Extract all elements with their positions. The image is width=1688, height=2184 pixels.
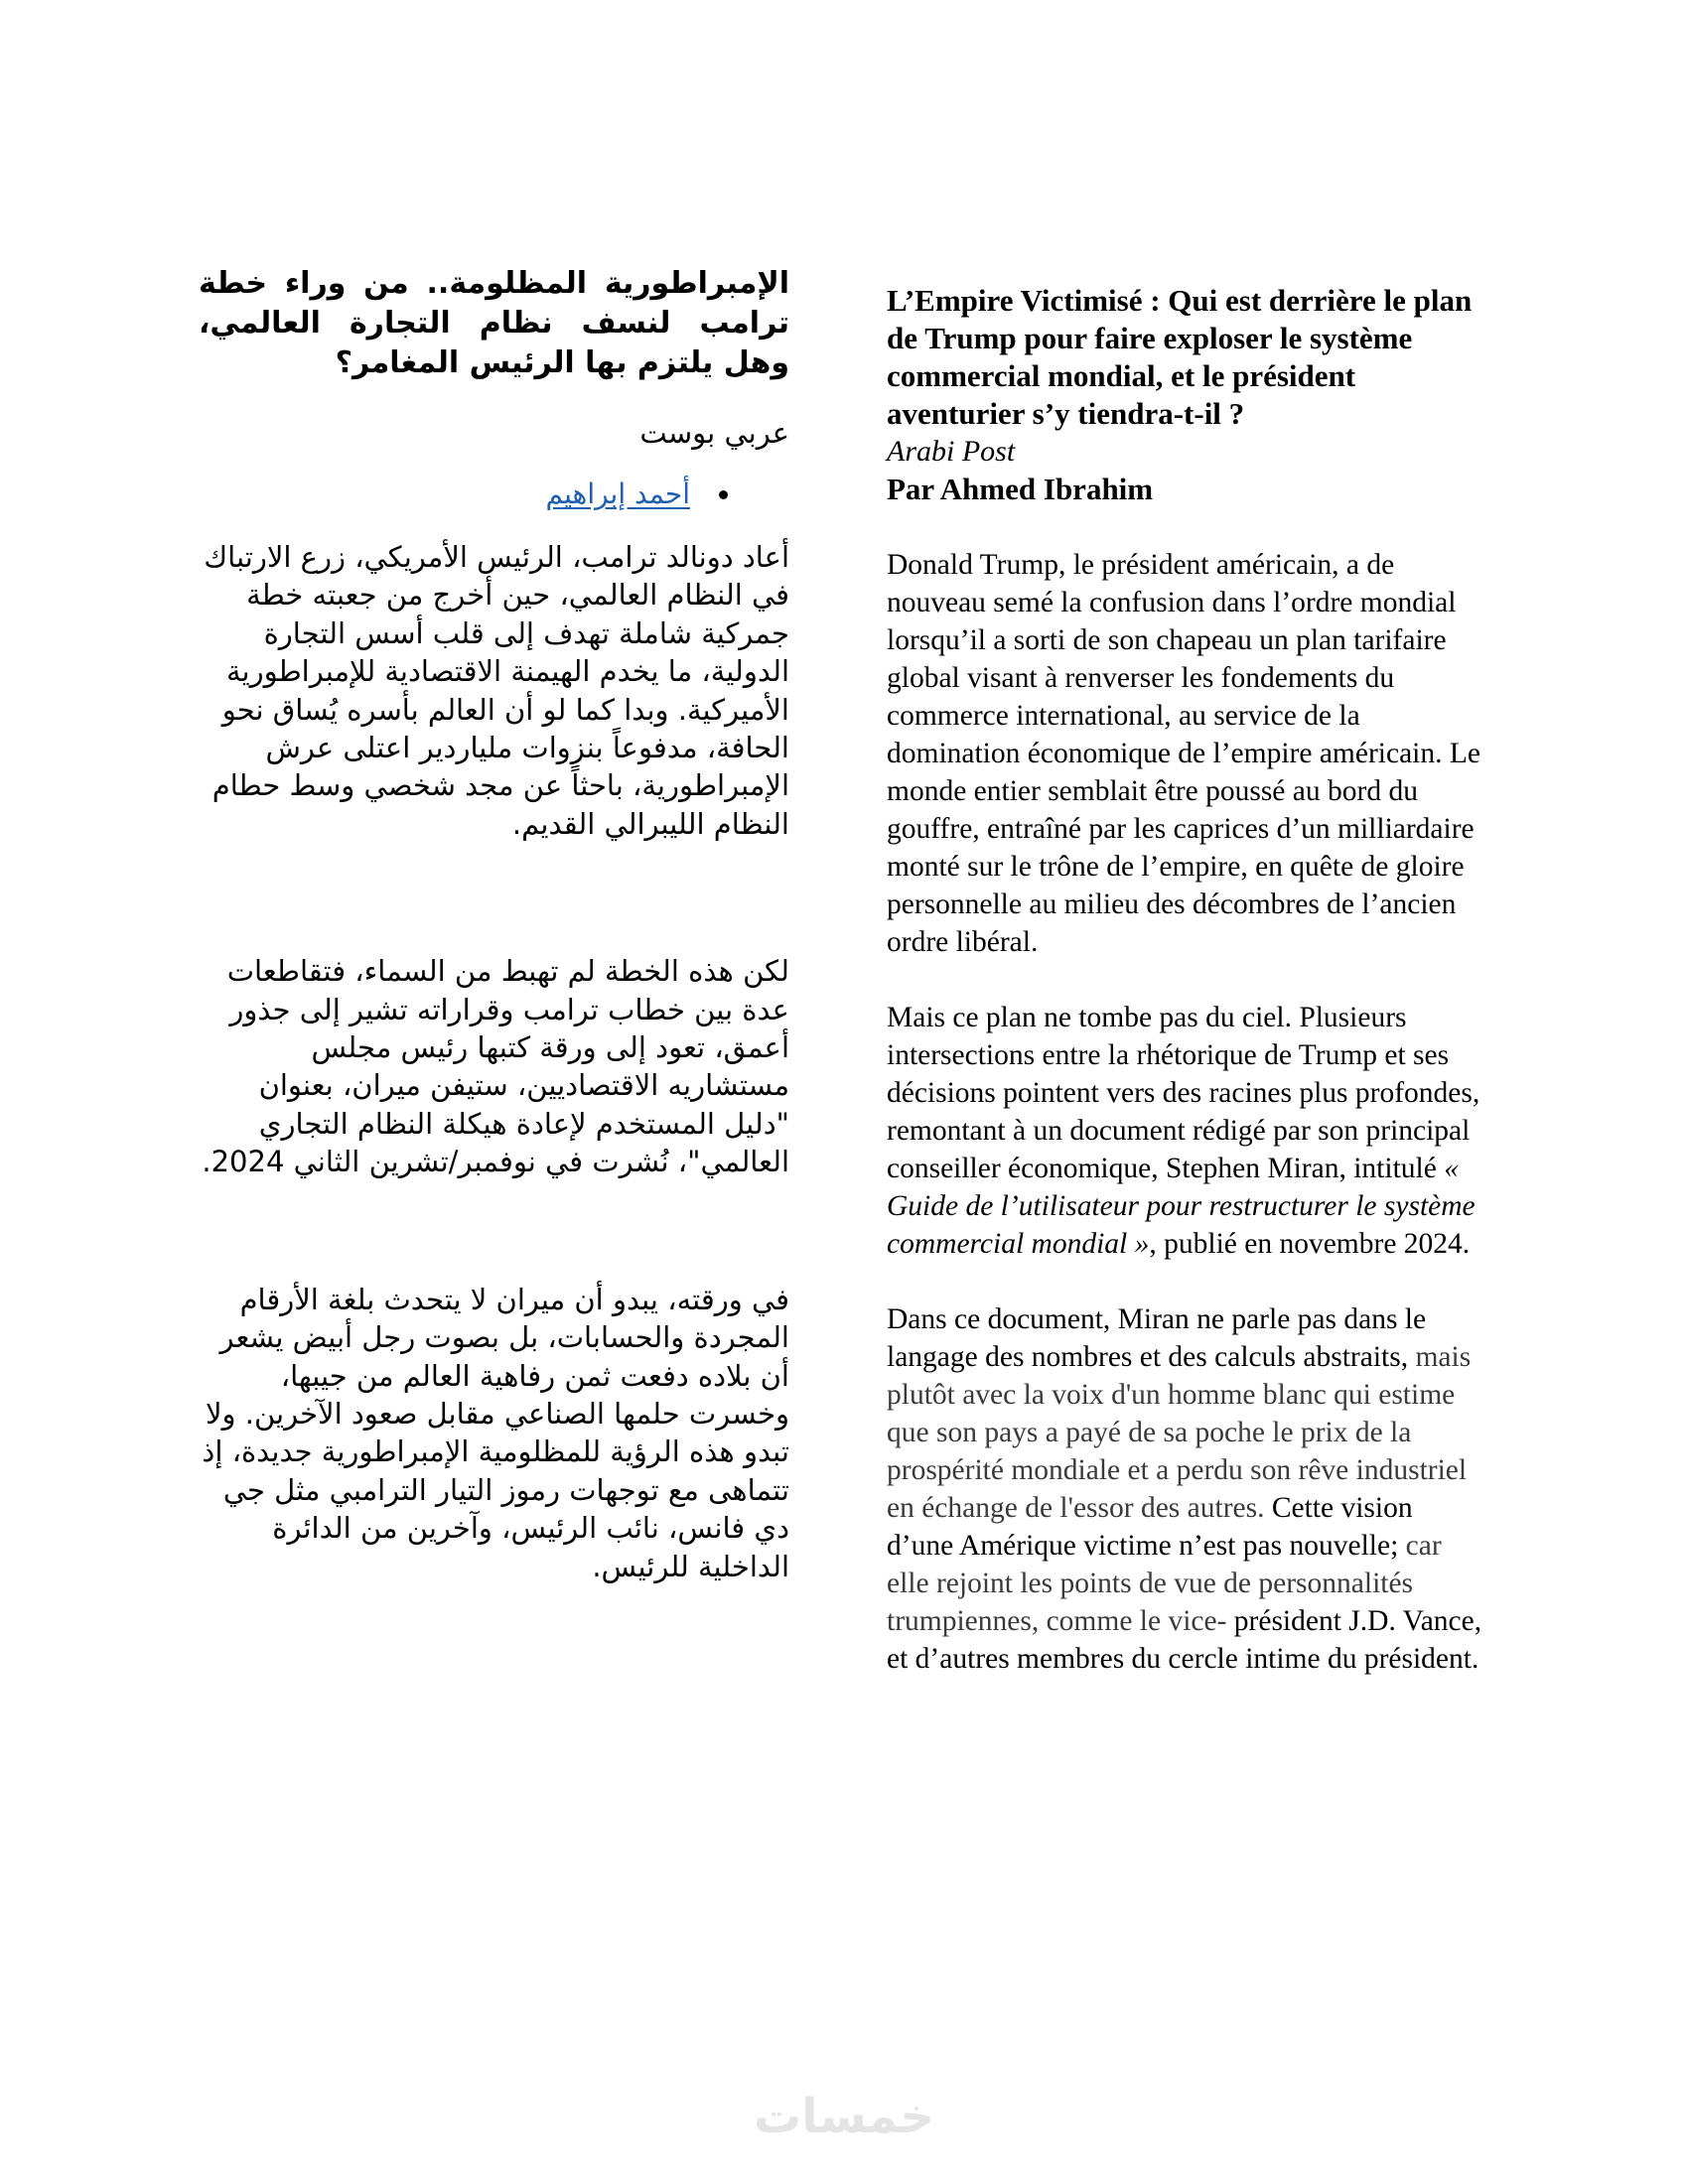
arabic-source-label: عربي بوست xyxy=(639,416,789,450)
french-paragraph-2 xyxy=(887,999,1482,1263)
arabic-author-list-item xyxy=(199,475,789,514)
bullet-icon xyxy=(719,490,728,499)
arabic-article-column xyxy=(199,264,789,1585)
french-paragraph-1: Donald Trump, le président américain, a de nouveau semé la confusion dans l’ordre mondial lorsqu’il a sorti de son chapeau un plan tarifaire global visant à renverser les fondements du commerce international, au service de la domination économique de l’empire américain. Le monde entier semblait être poussé au bord du gouffre, entraîné par les caprices d’un milliardaire monté sur le trône de l’empire, en quête de gloire personnelle au milieu des décombres de l’ancien ordre libéral. xyxy=(887,549,1480,958)
french-author-byline: Par Ahmed Ibrahim xyxy=(887,472,1154,506)
french-paragraph-2-tail: , publié en novembre 2024. xyxy=(1149,1228,1471,1260)
arabic-article-title: الإمبراطورية المظلومة.. من وراء خطة ترامب لنسف نظام التجارة العالمي، وهل يلتزم بها الرئيس المغامر؟ xyxy=(199,266,789,380)
arabic-paragraph-3: في ورقته، يبدو أن ميران لا يتحدث بلغة الأرقام المجردة والحسابات، بل بصوت رجل أبيض يشعر أن بلاده دفعت ثمن رفاهية العالم من جيبها، وخسرت حلمها الصناعي مقابل صعود الآخرين. ولا تبدو هذه الرؤية للمظلومية الإمبراطورية جديدة، إذ تتماهى مع توجهات رموز التيار الترامبي مثل جي دي فانس، نائب الرئيس، وآخرين من الدائرة الداخلية للرئيس. xyxy=(202,1282,789,1583)
french-paragraph-3-seg2: mais plutôt avec la voix d'un homme blanc qui estime que son pays a payé de sa poche le prix de la prospérité mondiale et a perdu son rêve industriel en échange de l'essor des autres. xyxy=(887,1341,1472,1524)
khamsat-watermark-logo: خمسات xyxy=(754,2089,934,2144)
french-paragraph-3 xyxy=(887,1300,1482,1678)
arabic-paragraph-1: أعاد دونالد ترامب، الرئيس الأمريكي، زرع الارتباك في النظام العالمي، حين أخرج من جعبته خطة جمركية شاملة تهدف إلى قلب أسس التجارة الدولية، ما يخدم الهيمنة الاقتصادية للإمبراطورية الأميركية. وبدا كما لو أن العالم بأسره يُساق نحو الحافة، مدفوعاً بنزوات ملياردير اعتلى عرش الإمبراطورية، باحثاً عن مجد شخصي وسط حطام النظام الليبرالي القديم. xyxy=(204,540,789,841)
french-article-column xyxy=(887,282,1482,1678)
guide-title-italic: « Guide de l’utilisateur pour restructurer le système commercial mondial » xyxy=(887,1153,1476,1260)
french-article-title: L’Empire Victimisé : Qui est derrière le plan de Trump pour faire exploser le système commercial mondial, et le président aventurier s’y tiendra-t-il ? xyxy=(887,283,1473,431)
french-paragraph-3-seg5: président J.D. Vance, et d’autres membres du cercle intime du président. xyxy=(887,1605,1482,1675)
french-paragraph-3-seg3: Cette vision d’une Amérique victime n’est pas nouvelle; xyxy=(887,1492,1413,1562)
french-paragraph-3-seg1: Dans ce document, Miran ne parle pas dans le langage des nombres et des calculs abstraits, xyxy=(887,1303,1427,1373)
arabic-author-list xyxy=(199,475,789,514)
french-source-label: Arabi Post xyxy=(887,435,1016,468)
arabic-paragraph-2: لكن هذه الخطة لم تهبط من السماء، فتقاطعات عدة بين خطاب ترامب وقراراته تشير إلى جذور أعمق، تعود إلى ورقة كتبها رئيس مجلس مستشاريه الاقتصاديين، ستيفن ميران، بعنوان "دليل المستخدم لإعادة هيكلة النظام التجاري العالمي"، نُشرت في نوفمبر/تشرين الثاني 2024. xyxy=(202,954,789,1179)
arabic-author-link[interactable]: أحمد إبراهيم xyxy=(545,478,690,510)
french-paragraph-3-seg4: car elle rejoint les points de vue de personnalités trumpiennes, comme le vice- xyxy=(887,1530,1442,1637)
french-paragraph-2-text: Mais ce plan ne tombe pas du ciel. Plusieurs intersections entre la rhétorique de Trump et ses décisions pointent vers des racines plus profondes, remontant à un document rédigé par son principal conseiller économique, Stephen Miran, intitulé xyxy=(887,1002,1480,1184)
